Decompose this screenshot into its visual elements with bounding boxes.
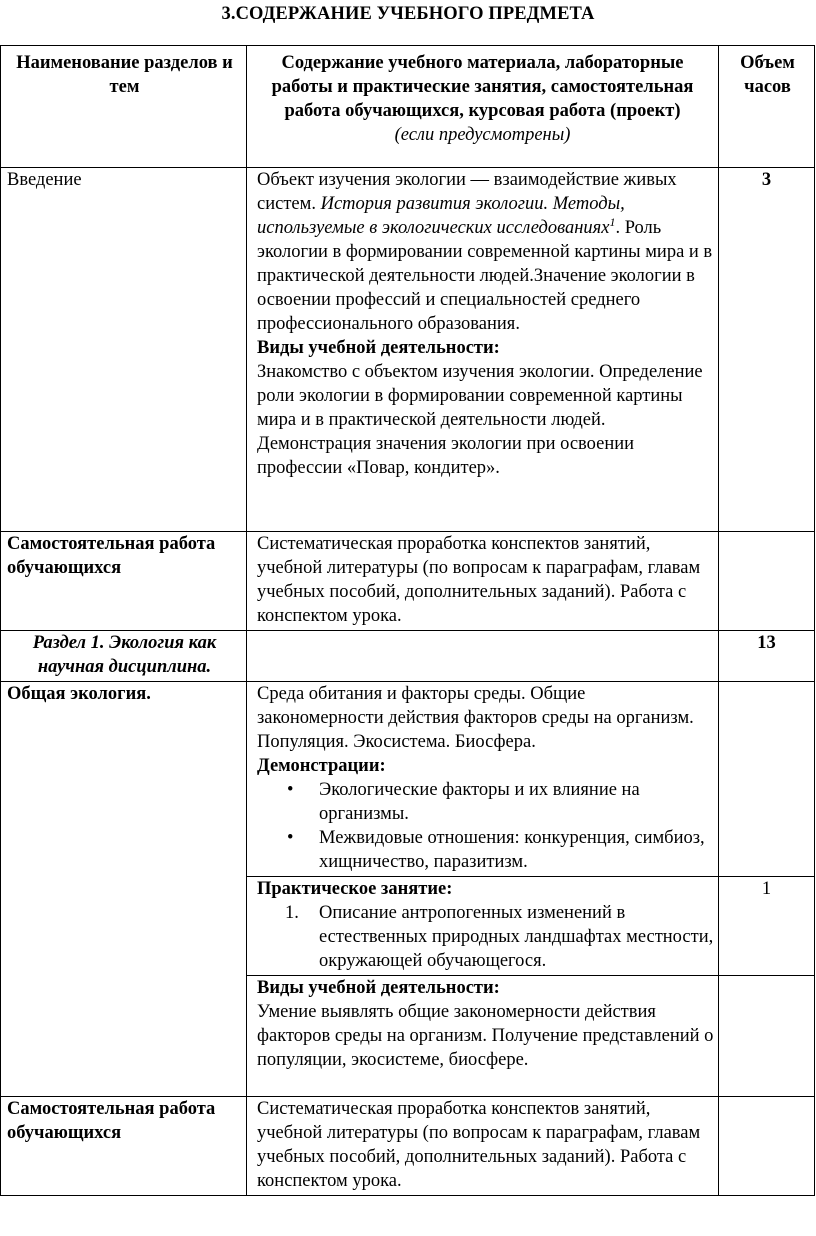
section1-hours: 13 <box>719 631 815 682</box>
self2-hours <box>719 1097 815 1196</box>
self2-text: Систематическая проработка конспектов занятий, учебной литературы (по вопросам к параграфам, главам учебных пособий, дополнительных заданий). Работа с конспектом урока. <box>247 1097 719 1196</box>
list-item: • Экологические факторы и их влияние на организмы. <box>287 780 640 824</box>
page-title: 3.СОДЕРЖАНИЕ УЧЕБНОГО ПРЕДМЕТА <box>221 4 595 24</box>
table-row-general-ecology <box>1 682 815 877</box>
practice-content <box>247 877 719 976</box>
demo-list <box>257 778 714 874</box>
table-row-self-work-2 <box>1 1097 815 1196</box>
self1-text: Систематическая проработка конспектов занятий, учебной литературы (по вопросам к параграфам, главам учебных пособий, дополнительных заданий). Работа с конспектом урока. <box>247 532 719 631</box>
self1-hours <box>719 532 815 631</box>
table-row-self-work-1 <box>1 532 815 631</box>
section1-name: Раздел 1. Экология как научная дисциплина. <box>1 631 247 682</box>
intro-text1: Объект изучения экологии — взаимодействие живых систем. <box>257 170 677 214</box>
intro-content <box>247 168 719 532</box>
practice-heading: Практическое занятие: <box>257 879 453 899</box>
intro-name: Введение <box>1 168 247 532</box>
intro-activities-text: Знакомство с объектом изучения экологии. Определение роли экологии в формировании современной картины мира и в практической деятельности людей. Демонстрация значения экологии при освоении профессии «Повар, кондитер». <box>257 362 703 478</box>
list-number: 1. <box>285 903 299 923</box>
general-content <box>247 682 719 877</box>
list-item: • Межвидовые отношения: конкуренция, симбиоз, хищничество, паразитизм. <box>287 828 705 872</box>
intro-hours: 3 <box>719 168 815 532</box>
general-activities-heading: Виды учебной деятельности: <box>257 978 500 998</box>
practice-hours: 1 <box>719 877 815 976</box>
general-name: Общая экология. <box>1 682 247 1097</box>
curriculum-table <box>0 45 815 1196</box>
list-item: 1. Описание антропогенных изменений в естественных природных ландшафтах местности, окружающей обучающегося. <box>285 903 714 971</box>
general-activities <box>247 976 719 1097</box>
table-row-intro <box>1 168 815 532</box>
table-header-row <box>1 46 815 168</box>
general-activities-text: Умение выявлять общие закономерности действия факторов среды на организм. Получение представлений о популяции, экосистеме, биосфере. <box>257 1002 714 1070</box>
footnote-marker: 1 <box>609 214 616 229</box>
intro-text-italic: История развития экологии. Методы, используемые в экологических исследованиях <box>257 194 625 238</box>
bullet-icon: • <box>287 828 294 848</box>
general-activities-hours <box>719 976 815 1097</box>
header-hours-cell: Объем часов <box>719 46 815 168</box>
general-hours <box>719 682 815 877</box>
self2-name: Самостоятельная работа обучающихся <box>1 1097 247 1196</box>
demo-heading: Демонстрации: <box>257 756 386 776</box>
general-text: Среда обитания и факторы среды. Общие закономерности действия факторов среды на организм. Популяция. Экосистема. Биосфера. <box>257 684 694 752</box>
table-row-section-1 <box>1 631 815 682</box>
header-content-italic: (если предусмотрены) <box>394 125 571 145</box>
header-content-cell <box>247 46 719 168</box>
intro-activities-heading: Виды учебной деятельности: <box>257 338 500 358</box>
header-content-bold: Содержание учебного материала, лабораторные работы и практические занятия, самостоятельная работа обучающихся, курсовая работа (проект) <box>271 53 694 121</box>
bullet-icon: • <box>287 780 294 800</box>
header-name-cell: Наименование разделов и тем <box>1 46 247 168</box>
practice-list <box>257 901 714 973</box>
intro-text2: . Роль экологии в формировании современной картины мира и в практической деятельности людей.Значение экологии в освоении профессий и специальностей среднего профессионального образования. <box>257 218 713 334</box>
section1-text <box>247 631 719 682</box>
self1-name: Самостоятельная работа обучающихся <box>1 532 247 631</box>
